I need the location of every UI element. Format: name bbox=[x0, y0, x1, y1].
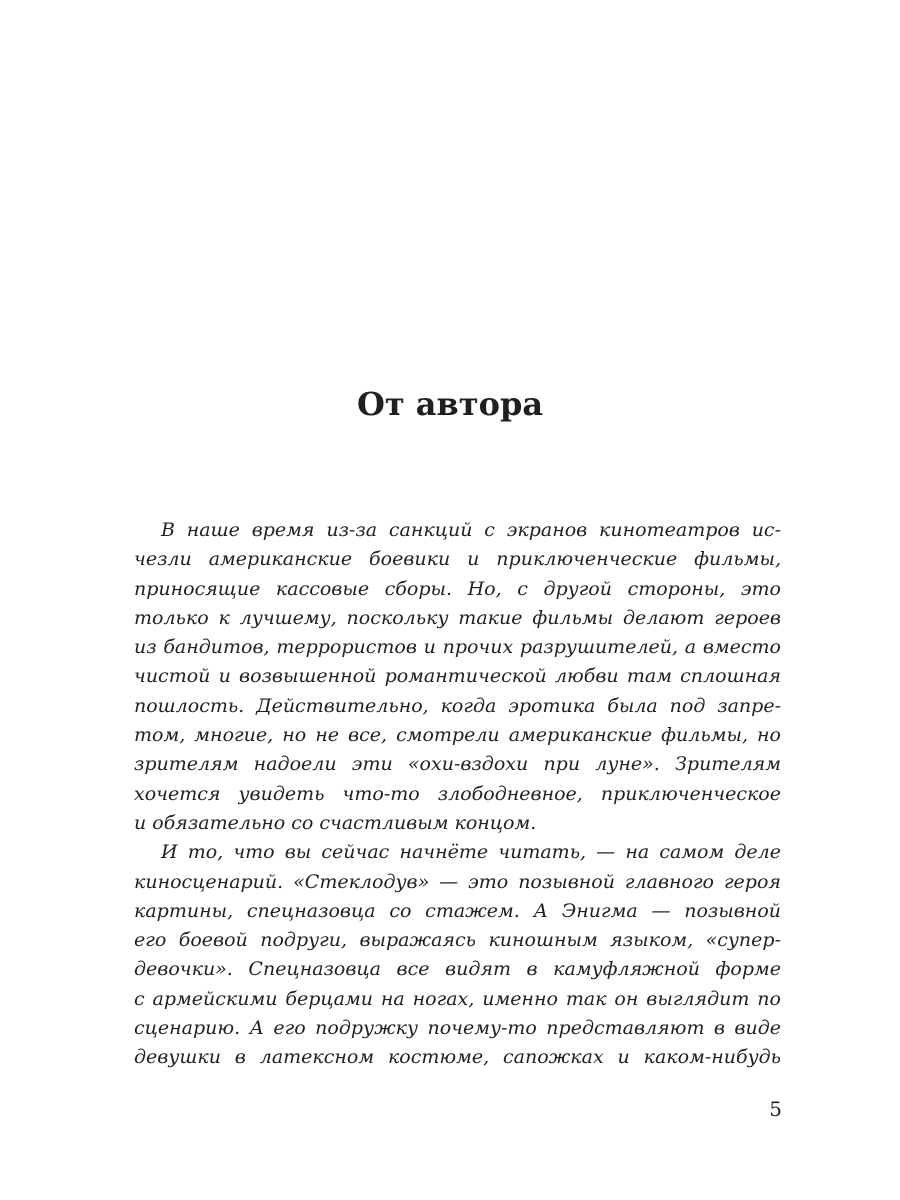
text-line: и обязательно со счастливым концом. bbox=[134, 811, 537, 834]
text-line: из бандитов, террористов и прочих разрушителей, а вместо bbox=[134, 636, 781, 659]
text-line: его боевой подруги, выражаясь киношным языком, «супер- bbox=[134, 929, 781, 952]
text-line: В наше время из-за санкций с экранов кинотеатров ис- bbox=[161, 519, 781, 541]
text-line: картины, спецназовца со стажем. А Энигма — позывной bbox=[134, 899, 781, 922]
text-line: И то, что вы сейчас начнёте читать, — на самом деле bbox=[161, 841, 781, 864]
text-line: девочки». Спецназовца все видят в камуфляжной форме bbox=[134, 958, 781, 981]
text-line: чистой и возвышенной романтической любви там сплошная bbox=[134, 665, 781, 688]
text-line: с армейскими берцами на ногах, именно так он выглядит по bbox=[134, 987, 781, 1010]
body-text bbox=[134, 516, 781, 1073]
text-line: девушки в латексном костюме, сапожках и каком-нибудь bbox=[134, 1046, 781, 1069]
text-line: сценарию. А его подружку почему-то представляют в виде bbox=[134, 1017, 781, 1040]
text-line: приносящие кассовые сборы. Но, с другой стороны, это bbox=[134, 577, 781, 600]
chapter-title: От автора bbox=[356, 385, 544, 423]
text-line: чезли американские боевики и приключенческие фильмы, bbox=[134, 548, 781, 571]
text-line: хочется увидеть что-то злободневное, приключенческое bbox=[134, 782, 781, 805]
text-line: только к лучшему, поскольку такие фильмы делают героев bbox=[134, 606, 781, 629]
text-line: зрителям надоели эти «охи-вздохи при луне». Зрителям bbox=[134, 753, 781, 776]
text-line: пошлость. Действительно, когда эротика была под запре- bbox=[134, 694, 781, 717]
text-line: киносценарий. «Стеклодув» — это позывной главного героя bbox=[134, 870, 781, 893]
page-number: 5 bbox=[769, 1097, 782, 1121]
text-line: том, многие, но не все, смотрели американские фильмы, но bbox=[134, 724, 781, 747]
